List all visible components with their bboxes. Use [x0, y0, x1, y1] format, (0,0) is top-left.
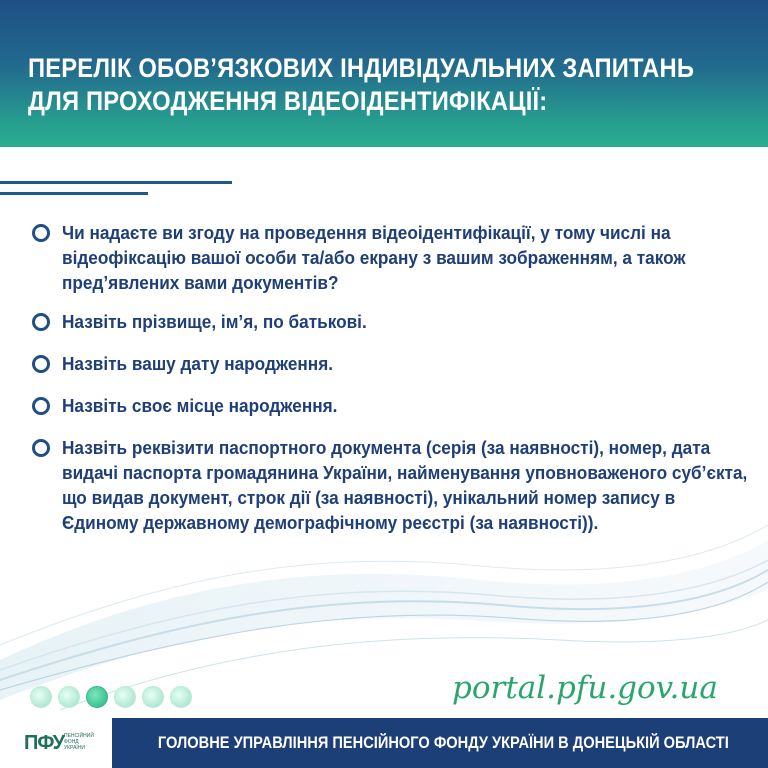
circle-bullet-icon: [32, 397, 50, 415]
question-text: Назвіть реквізити паспортного документа (серія (за наявності), номер, дата видачі паспорта громадянина України, найменування уповноваженого суб’єкта, що видав документ, строк дії (за наявності), унікальний номер запису в Єдиному державному демографічному реєстрі (за наявності)).: [62, 437, 748, 533]
question-text: Назвіть прізвище, ім’я, по батькові.: [62, 311, 367, 332]
decorative-line-long: [0, 181, 232, 184]
pagination-dot[interactable]: [142, 686, 164, 708]
pagination-dots: [30, 686, 192, 708]
pagination-dot[interactable]: [114, 686, 136, 708]
circle-bullet-icon: [32, 355, 50, 373]
pagination-dot[interactable]: [170, 686, 192, 708]
title-line-1: ПЕРЕЛІК ОБОВ’ЯЗКОВИХ ІНДИВІДУАЛЬНИХ ЗАПИТАНЬ: [28, 53, 695, 83]
list-item: [30, 309, 750, 334]
organization-name: ГОЛОВНЕ УПРАВЛІННЯ ПЕНСІЙНОГО ФОНДУ УКРАЇНИ В ДОНЕЦЬКІЙ ОБЛАСТІ: [157, 733, 729, 752]
footer-bar: [112, 718, 768, 768]
circle-bullet-icon: [32, 439, 50, 457]
list-item: [30, 393, 750, 418]
portal-link[interactable]: portal.pfu.gov.ua: [452, 670, 718, 706]
pagination-dot[interactable]: [86, 686, 108, 708]
question-list: [30, 220, 750, 552]
list-item: [30, 435, 750, 535]
pagination-dot[interactable]: [58, 686, 80, 708]
question-text: Назвіть вашу дату народження.: [62, 353, 334, 374]
list-item: [30, 220, 750, 295]
decorative-line-short: [0, 192, 148, 195]
pfu-logo: ПФУ: [24, 732, 65, 754]
question-text: Чи надаєте ви згоду на проведення відеоідентифікації, у тому числі на відеофіксацію вашої особи та/або екрану з вашим зображенням, а також пред’явлених вами документів?: [62, 222, 686, 293]
list-item: [30, 351, 750, 376]
pagination-dot[interactable]: [30, 686, 52, 708]
question-text: Назвіть своє місце народження.: [62, 395, 338, 416]
circle-bullet-icon: [32, 224, 50, 242]
page-title: [28, 52, 695, 118]
circle-bullet-icon: [32, 313, 50, 331]
title-line-2: ДЛЯ ПРОХОДЖЕННЯ ВІДЕОІДЕНТИФІКАЦІЇ:: [28, 86, 548, 116]
pfu-logo-subtext: ПЕНСІЙНИЙ ФОНД УКРАЇНИ: [64, 733, 94, 751]
